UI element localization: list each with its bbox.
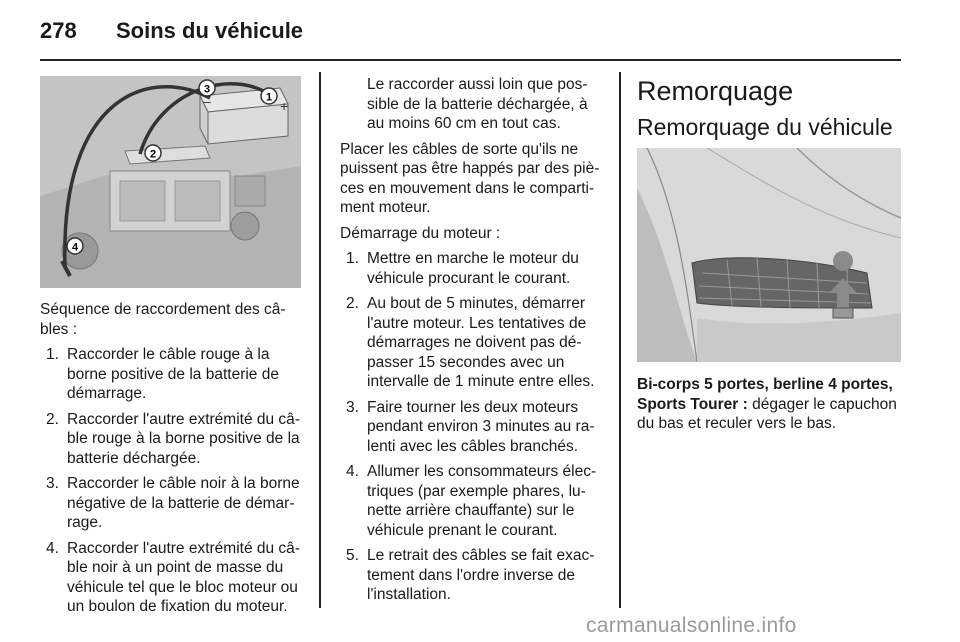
column-1 bbox=[40, 300, 305, 623]
towing-cover-illustration bbox=[637, 148, 901, 362]
svg-text:4: 4 bbox=[71, 241, 79, 254]
cable-sequence-intro: Séquence de raccordement des câbles : bbox=[40, 301, 286, 338]
list-item: 3. Raccorder le câble noir à la borne négative de la batterie de démarrage. bbox=[46, 475, 300, 531]
step-continuation: Le raccorder aussi loin que possible de la batterie déchargée, à au moins 60 cm en tout cas. bbox=[367, 76, 588, 132]
list-item: 4. Raccorder l'autre extrémité du câble noir à un point de masse du véhicule tel que le bloc moteur ou un boulon de fixation du moteur. bbox=[46, 539, 300, 615]
column-2 bbox=[340, 75, 608, 611]
list-item: 3. Faire tourner les deux moteurs pendant environ 3 minutes au ralenti avec les câbles branchés. bbox=[346, 398, 595, 455]
section-heading: Remorquage bbox=[637, 76, 794, 106]
list-item: 2. Au bout de 5 minutes, démarrer l'autre moteur. Les tentatives de démarrages ne doivent pas dépasser 15 secondes avec un intervalle de 1 minute entre elles. bbox=[346, 295, 595, 390]
marker-1 bbox=[261, 88, 277, 104]
bumper-drawing bbox=[637, 148, 901, 362]
svg-text:3: 3 bbox=[203, 83, 211, 96]
caption-text: dégager le capuchon du bas et reculer vers le bas. bbox=[637, 395, 897, 432]
section-title: Soins du véhicule bbox=[116, 18, 304, 43]
cable-placement-paragraph: Placer les câbles de sorte qu'ils ne puissent pas être happés par des pièces en mouvement dans le compartiment moteur. bbox=[340, 140, 600, 216]
svg-text:2: 2 bbox=[149, 148, 157, 161]
jump-start-drawing bbox=[40, 76, 301, 288]
cable-sequence-list bbox=[40, 345, 305, 617]
list-item: 1. Mettre en marche le moteur du véhicule procurant le courant. bbox=[346, 250, 579, 287]
minus-sign: – bbox=[203, 93, 211, 109]
header-rule bbox=[40, 59, 901, 61]
list-item: 4. Allumer les consommateurs électriques (par exemple phares, lunette arrière chauffante) sur le véhicule prenant le courant. bbox=[346, 463, 597, 539]
column-divider-2 bbox=[619, 72, 621, 608]
marker-4 bbox=[67, 238, 83, 254]
towing-caption bbox=[637, 375, 905, 440]
engine-start-heading: Démarrage du moteur : bbox=[340, 224, 501, 242]
engine-start-list bbox=[340, 249, 608, 605]
column-divider-1 bbox=[319, 72, 321, 608]
watermark: carmanualsonline.info bbox=[586, 614, 797, 637]
svg-text:1: 1 bbox=[265, 91, 273, 104]
caption-models: Bi-corps 5 portes, berline 4 portes, Sports Tourer : bbox=[637, 376, 893, 413]
list-item: 2. Raccorder l'autre extrémité du câble rouge à la borne positive de la batterie déchargée. bbox=[46, 410, 300, 467]
marker-2 bbox=[145, 145, 161, 161]
subsection-heading: Remorquage du véhicule bbox=[637, 114, 893, 140]
plus-sign: + bbox=[280, 98, 289, 114]
column-3 bbox=[637, 75, 905, 151]
jump-start-illustration bbox=[40, 76, 301, 288]
page-header bbox=[40, 18, 920, 48]
list-item: 5. Le retrait des câbles se fait exactement dans l'ordre inverse de l'installation. bbox=[346, 547, 595, 603]
list-item: 1. Raccorder le câble rouge à la borne positive de la batterie de démarrage. bbox=[46, 346, 279, 402]
page-number: 278 bbox=[40, 18, 77, 43]
